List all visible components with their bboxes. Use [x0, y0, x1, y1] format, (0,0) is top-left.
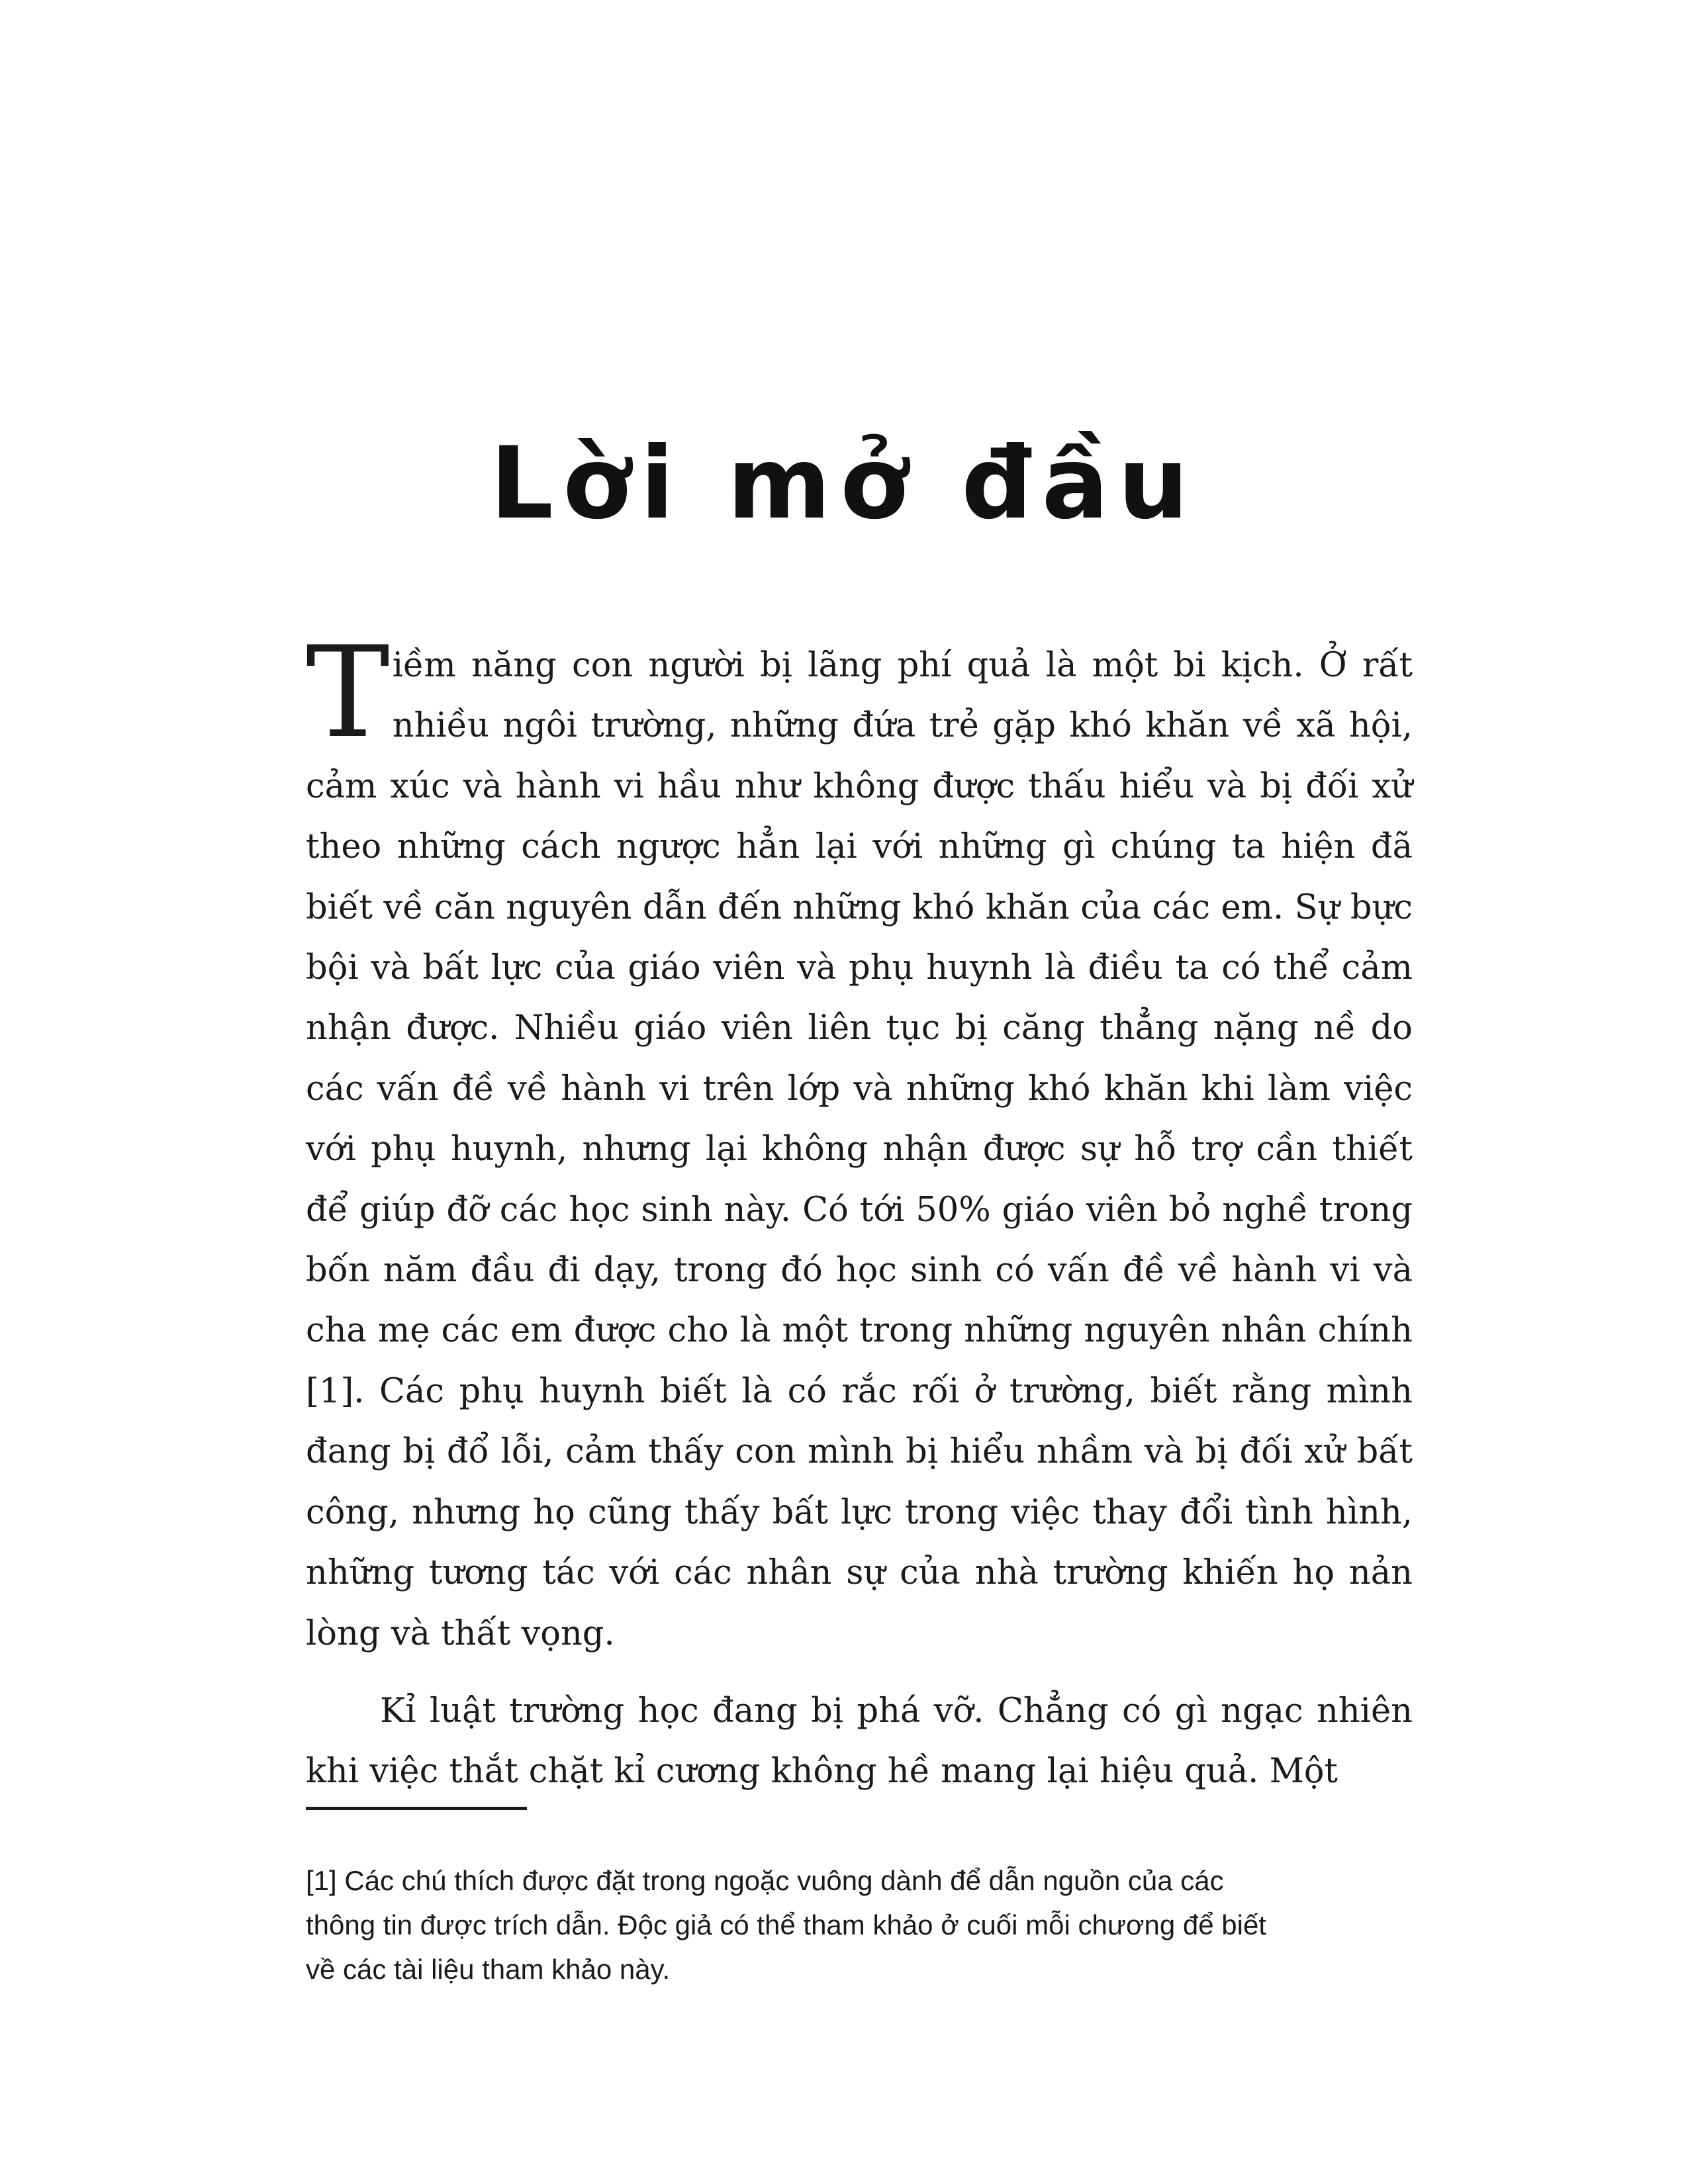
footnote-line: thông tin được trích dẫn. Độc giả có thể tham khảo ở cuối mỗi chương để biết — [306, 1909, 1266, 1940]
paragraph-2: Kỉ luật trường học đang bị phá vỡ. Chẳng có gì ngạc nhiên khi việc thắt chặt kỉ cương không hề mang lại hiệu quả. Một — [306, 1691, 1413, 1792]
paragraph-1-text: iềm năng con người bị lãng phí quả là một bi kịch. Ở rất nhiều ngôi trường, những đứa trẻ gặp khó khăn về xã hội, cảm xúc và hành vi hầu như không được thấu hiểu và bị đối xử theo những cách ngược hẳn lại với những gì chúng ta hiện đã biết về căn nguyên dẫn đến những khó khăn của các em. Sự bực bội và bất lực của giáo viên và phụ huynh là điều ta có thể cảm nhận được. Nhiều giáo viên liên tục bị căng thẳng nặng nề do các vấn đề về hành vi trên lớp và những khó khăn khi làm việc với phụ huynh, nhưng lại không nhận được sự hỗ trợ cần thiết để giúp đỡ các học sinh này. Có tới 50% giáo viên bỏ nghề trong bốn năm đầu đi dạy, trong đó học sinh có vấn đề về hành vi và cha mẹ các em được cho là một trong những nguyên nhân chính [1]. Các phụ huynh biết là có rắc rối ở trường, biết rằng mình đang bị đổ lỗi, cảm thấy con mình bị hiểu nhầm và bị đối xử bất công, nhưng họ cũng thấy bất lực trong việc thay đổi tình hình, những tương tác với các nhân sự của nhà trường khiến họ nản lòng và thất vọng. — [306, 646, 1413, 1653]
footnote-line: [1] Các chú thích được đặt trong ngoặc vuông dành để dẫn nguồn của các — [306, 1865, 1224, 1896]
footnote — [306, 1858, 1413, 1991]
body-text — [306, 619, 1413, 1802]
chapter-title: Lời mở đầu — [490, 426, 1198, 541]
paragraph-1 — [306, 619, 1413, 1664]
drop-cap: T — [306, 619, 390, 766]
footnote-line: về các tài liệu tham khảo này. — [306, 1954, 671, 1985]
footnote-divider — [306, 1807, 527, 1810]
